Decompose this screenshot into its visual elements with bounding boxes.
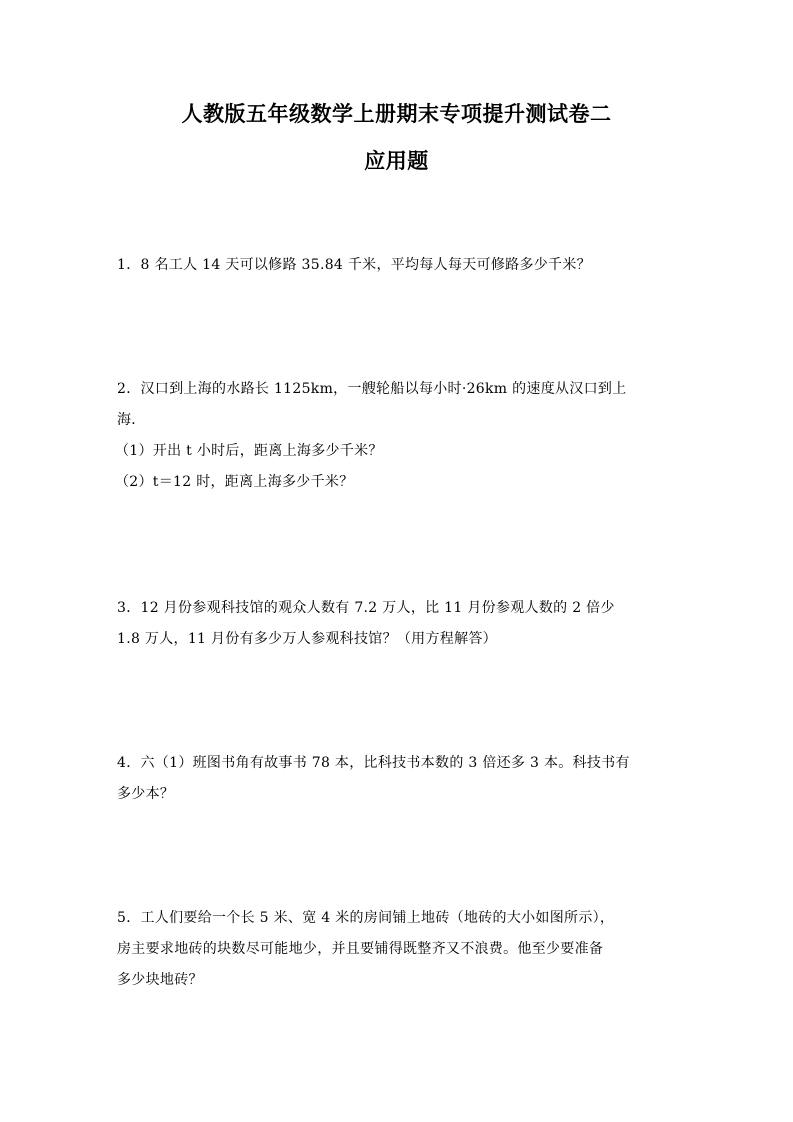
sub-question: （1）开出 t 小时后，距离上海多少千米？ (115, 443, 383, 459)
question-text-line: 多少本？ (117, 786, 175, 802)
question-text-line: 1．8 名工人 14 天可以修路 35.84 千米，平均每人每天可修路多少千米？ (117, 257, 591, 273)
document-title: 人教版五年级数学上册期末专项提升测试卷二 (181, 102, 612, 126)
question-text-line: 2．汉口到上海的水路长 1125km，一艘轮船以每小时·26km 的速度从汉口到上 (117, 381, 627, 397)
sub-question: （2）t＝12 时，距离上海多少千米？ (115, 474, 354, 490)
question-text-line: 1.8 万人，11 月份有多少万人参观科技馆？（用方程解答） (117, 631, 497, 647)
question-text-line: 房主要求地砖的块数尽可能地少，并且要铺得既整齐又不浪费。他至少要准备 (117, 941, 604, 957)
question-text-line: 多少块地砖？ (117, 972, 203, 988)
question-text-line: 5．工人们要给一个长 5 米、宽 4 米的房间铺上地砖（地砖的大小如图所示）， (117, 910, 615, 926)
question-text-line: 海． (117, 412, 146, 428)
document-subtitle: 应用题 (364, 149, 429, 173)
question-text-line: 4．六（1）班图书角有故事书 78 本，比科技书本数的 3 倍还多 3 本。科技书有 (117, 755, 630, 771)
question-text-line: 3．12 月份参观科技馆的观众人数有 7.2 万人，比 11 月份参观人数的 2 倍少 (117, 600, 615, 616)
